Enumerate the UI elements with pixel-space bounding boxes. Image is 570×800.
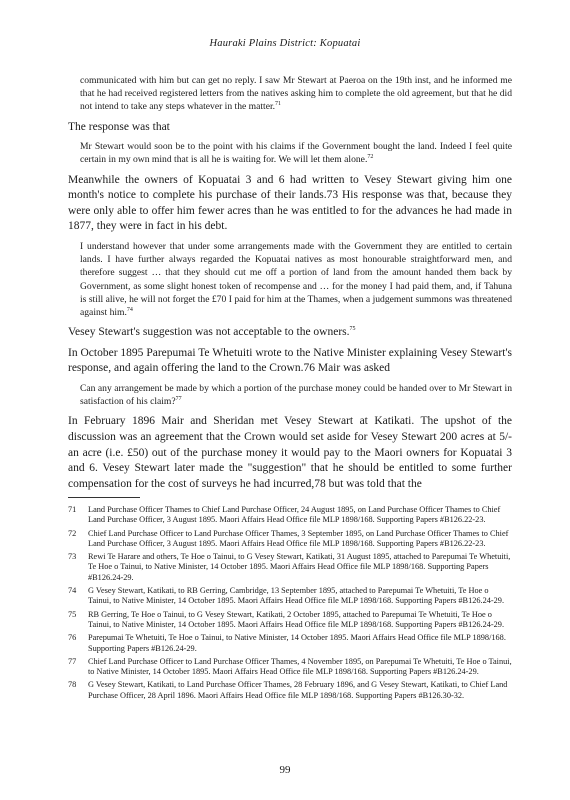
footnote-number: 78: [68, 680, 77, 690]
footnote-text: Chief Land Purchase Officer to Land Purchase Officer Thames, 4 November 1895, on Parepumai Te Whetuiti, Te Hoe o Tainui, to Native Minister, 14 October 1895. Maori Affairs Head Office file MLP 1898/168. Supporting Papers #B126.24-29.: [88, 656, 512, 677]
block-text: communicated with him but can get no reply. I saw Mr Stewart at Paeroa on the 19th inst, and he informed me that he had received registered letters from the natives asking him to complete the old agreement, but that he did not intend to take any steps whatever in the matter.: [80, 75, 512, 113]
block-quote: [80, 382, 512, 408]
footnote-text: Rewi Te Harare and others, Te Hoe o Tainui, to G Vesey Stewart, Katikati, 31 August 1895, attached to Parepumai Te Whetuiti, Te Hoe o Tainui, to Native Minister, 14 October 1895. Maori Affairs Head Office file MLP 1898/168. Supporting Papers #B126.24-29.: [88, 552, 511, 582]
footnote-text: Land Purchase Officer Thames to Chief Land Purchase Officer, 24 August 1895, on Land Purchase Officer Thames to Chief Land Purchase Officer, 3 August 1895. Maori Affairs Head Office file MLP 1898/168. Supporting Papers #B126.22-23.: [88, 505, 501, 525]
paragraph: [68, 173, 512, 235]
block-text: Mr Stewart would soon be to the point with his claims if the Government bought the land. Indeed I feel quite certain in my own mind that is all he is waiting for. We will let them alone.: [80, 141, 512, 166]
footnote-number: 73: [68, 552, 77, 562]
block-text: I understand however that under some arrangements made with the Government they are entitled to certain lands. I have further always regarded the Kopuatai natives as most honourable straightforward men, and therefore suggest … that they should cut me off a portion of land from the amount handed them back by Government, as some slight honest token of recompense and … for the money I had paid them, and, if Tahuna is still alive, he will not forget the £70 I paid for him at the Thames, when a judgement summons was threatened against him.: [80, 240, 512, 318]
footnote-ref[interactable]: 72: [367, 154, 374, 161]
block-quote: [80, 240, 512, 319]
block-text: In October 1895 Parepumai Te Whetuiti wrote to the Native Minister explaining Vesey Stewart's response, and again offering the land to the Crown.76 Mair was asked: [68, 346, 512, 375]
footnote-number: 76: [68, 633, 77, 643]
footnote: [68, 505, 512, 526]
footnote-text: RB Gerring, Te Hoe o Tainui, to G Vesey Stewart, Katikati, 2 October 1895, attached to Parepumai Te Whetuiti, Te Hoe o Tainui, to Native Minister, 14 October 1895. Maori Affairs Head Office file MLP 1898/168. Supporting Papers #B126.24-29.: [88, 609, 505, 629]
footnote-ref[interactable]: 77: [175, 396, 182, 402]
body-text: [68, 74, 512, 497]
footnote-ref[interactable]: 74: [126, 306, 133, 313]
footnote-text: Parepumai Te Whetuiti, Te Hoe o Tainui, to Native Minister, 14 October 1895. Maori Affairs Head Office file MLP 1898/168. Supporting Papers #B126.24-29.: [88, 633, 506, 653]
block-quote: [80, 74, 512, 114]
footnote-number: 71: [68, 505, 77, 514]
footnote-rule: [68, 497, 140, 498]
footnote: [68, 529, 512, 550]
footnote-text: G Vesey Stewart, Katikati, to Land Purchase Officer Thames, 28 February 1896, and G Vesey Stewart, Katikati, to Chief Land Purchase Officer, 28 April 1896. Maori Affairs Head Office file MLP 1898/168. Supporting Papers #B126.30-32.: [88, 680, 508, 700]
block-text: The response was that: [68, 120, 170, 133]
footnote-ref[interactable]: 71: [275, 101, 282, 108]
footnote: [68, 633, 512, 654]
footnote: [68, 586, 512, 607]
footnote-number: 75: [68, 609, 77, 619]
footnote: [68, 657, 512, 678]
paragraph: [68, 414, 512, 492]
block-text: Can any arrangement be made by which a portion of the purchase money could be handed over to Mr Stewart in satisfaction of his claim?: [80, 382, 512, 408]
footnote-number: 74: [68, 586, 77, 596]
running-head: Hauraki Plains District: Kopuatai: [209, 38, 361, 49]
block-text: In February 1896 Mair and Sheridan met Vesey Stewart at Katikati. The upshot of the discussion was an agreement that the Crown would set aside for Vesey Stewart 200 acres at 5/- an acre (i.e. £50) out of the purchase money it would pay to the Maori owners for Kopuatai 3 and 6. Vesey Stewart later made the "suggestion" that he should be entitled to some further compensation for the cost of surveys he had incurred,78 but was told that the: [68, 415, 512, 490]
footnote-text: G Vesey Stewart, Katikati, to RB Gerring, Cambridge, 13 September 1895, attached to Parepumai Te Whetuiti, Te Hoe o Tainui, to Native Minister, 14 October 1895. Maori Affairs Head Office file MLP 1898/168. Supporting Papers #B126.24-29.: [88, 586, 505, 606]
footnote: [68, 552, 512, 583]
paragraph: [68, 325, 512, 341]
footnote-number: 72: [68, 528, 77, 538]
paragraph: [68, 346, 512, 377]
footnote-ref[interactable]: 75: [349, 326, 356, 333]
paragraph: [68, 120, 512, 136]
footnote-text: Chief Land Purchase Officer to Land Purchase Officer Thames, 3 September 1895, on Land Purchase Officer Thames to Chief Land Purchase Officer, 3 August 1895. Maori Affairs Head Office file MLP 1898/168. Supporting Papers #B126.22-23.: [88, 528, 509, 548]
block-text: Vesey Stewart's suggestion was not acceptable to the owners.: [68, 326, 350, 339]
block-quote: [80, 140, 512, 166]
block-text: Meanwhile the owners of Kopuatai 3 and 6 had written to Vesey Stewart giving him one month's notice to complete his purchase of their lands.73 His response was that, because they were only able to offer him fewer acres than he was entitled to for the advances he had made in 1877, they were in fact in his debt.: [68, 173, 512, 233]
footnote: [68, 680, 512, 701]
footnotes: [68, 505, 512, 704]
footnote-number: 77: [68, 656, 77, 666]
page-number: 99: [279, 764, 291, 776]
footnote: [68, 610, 512, 631]
